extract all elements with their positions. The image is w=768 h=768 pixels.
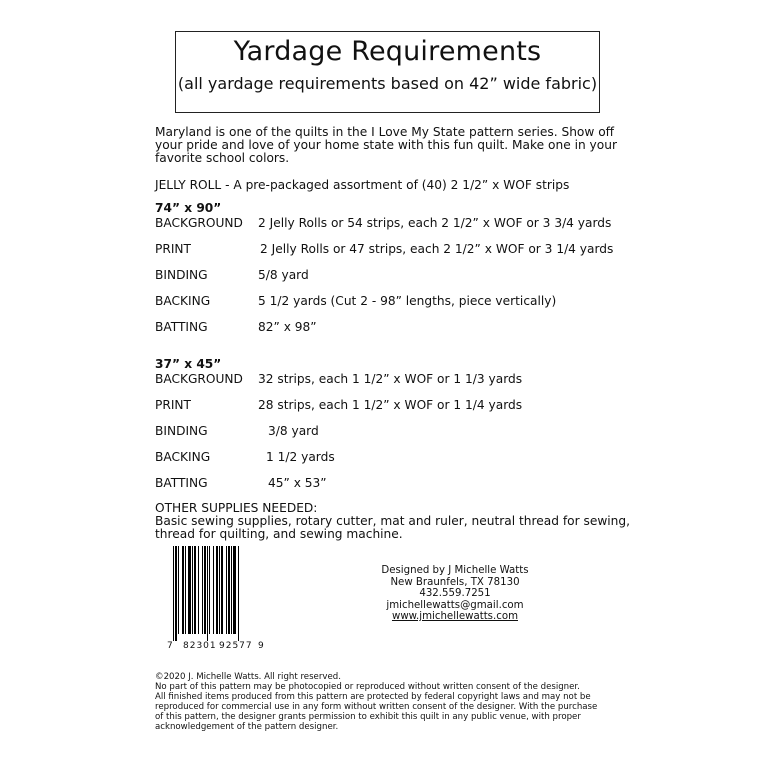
designer-email[interactable]: jmichellewatts@gmail.com [386, 599, 524, 611]
copyright-line: ©2020 J. Michelle Watts. All right reserved. [155, 672, 341, 682]
large-quilt-size: 74” x 90” [155, 201, 222, 215]
intro-line: your pride and love of your home state with this fun quilt. Make one in your [155, 138, 617, 152]
large-print-value: 2 Jelly Rolls or 47 strips, each 2 1/2” x WOF or 3 1/4 yards [260, 242, 614, 256]
small-print-value: 28 strips, each 1 1/2” x WOF or 1 1/4 yards [258, 398, 523, 412]
supplies-line: Basic sewing supplies, rotary cutter, mat and ruler, neutral thread for sewing, [155, 514, 631, 528]
copyright-line: All finished items produced from this pattern are protected by federal copyright laws and may not be [155, 692, 591, 702]
small-backing-value: 1 1/2 yards [266, 450, 335, 464]
small-backing-label: BACKING [155, 450, 211, 464]
supplies-line: thread for quilting, and sewing machine. [155, 527, 403, 541]
title-box [175, 31, 600, 113]
copyright-line: reproduced for commercial use in any form without written consent of the designer. With the purchase [155, 702, 598, 712]
designer-phone: 432.559.7251 [419, 588, 491, 599]
large-background-label: BACKGROUND [155, 216, 243, 230]
supplies-section [155, 502, 630, 541]
designer-location: New Braunfels, TX 78130 [390, 576, 520, 588]
page-title: Yardage Requirements [233, 36, 542, 67]
barcode-digit-check: 9 [258, 641, 264, 651]
large-binding-value: 5/8 yard [258, 268, 309, 282]
large-batting-label: BATTING [155, 320, 208, 334]
small-background-value: 32 strips, each 1 1/2” x WOF or 1 1/3 yards [258, 372, 523, 386]
intro-line: Maryland is one of the quilts in the I Love My State pattern series. Show off [155, 125, 615, 139]
copyright-line: of this pattern, the designer grants permission to exhibit this quilt in any public venue, with proper [155, 712, 581, 722]
large-backing-value: 5 1/2 yards (Cut 2 - 98” lengths, piece vertically) [258, 294, 557, 308]
jelly-roll-note: JELLY ROLL - A pre-packaged assortment of (40) 2 1/2” x WOF strips [155, 178, 570, 192]
intro-paragraph [155, 126, 617, 165]
barcode-digits-left: 82301 [183, 641, 217, 651]
large-print-label: PRINT [155, 242, 191, 256]
intro-line: favorite school colors. [155, 151, 290, 165]
page-subtitle: (all yardage requirements based on 42” wide fabric) [177, 74, 598, 93]
small-batting-label: BATTING [155, 476, 208, 490]
barcode [165, 546, 267, 654]
small-binding-label: BINDING [155, 424, 208, 438]
copyright-notice [155, 672, 597, 732]
large-backing-label: BACKING [155, 294, 211, 308]
small-quilt-size: 37” x 45” [155, 357, 222, 371]
designer-website-link[interactable]: www.jmichellewatts.com [391, 611, 518, 622]
small-binding-value: 3/8 yard [268, 424, 319, 438]
barcode-digits-right: 92577 [219, 641, 253, 651]
large-background-value: 2 Jelly Rolls or 54 strips, each 2 1/2” x WOF or 3 3/4 yards [258, 216, 612, 230]
barcode-bars [165, 546, 267, 641]
copyright-line: acknowledgement of the pattern designer. [155, 722, 339, 732]
small-background-label: BACKGROUND [155, 372, 243, 386]
small-print-label: PRINT [155, 398, 191, 412]
barcode-digit-lead: 7 [167, 641, 173, 651]
supplies-heading: OTHER SUPPLIES NEEDED: [155, 501, 318, 515]
copyright-line: No part of this pattern may be photocopied or reproduced without written consent of the designer. [155, 682, 580, 692]
small-batting-value: 45” x 53” [268, 476, 327, 490]
designer-name: Designed by J Michelle Watts [381, 565, 529, 576]
large-batting-value: 82” x 98” [258, 320, 317, 334]
designer-contact [380, 565, 530, 623]
large-binding-label: BINDING [155, 268, 208, 282]
